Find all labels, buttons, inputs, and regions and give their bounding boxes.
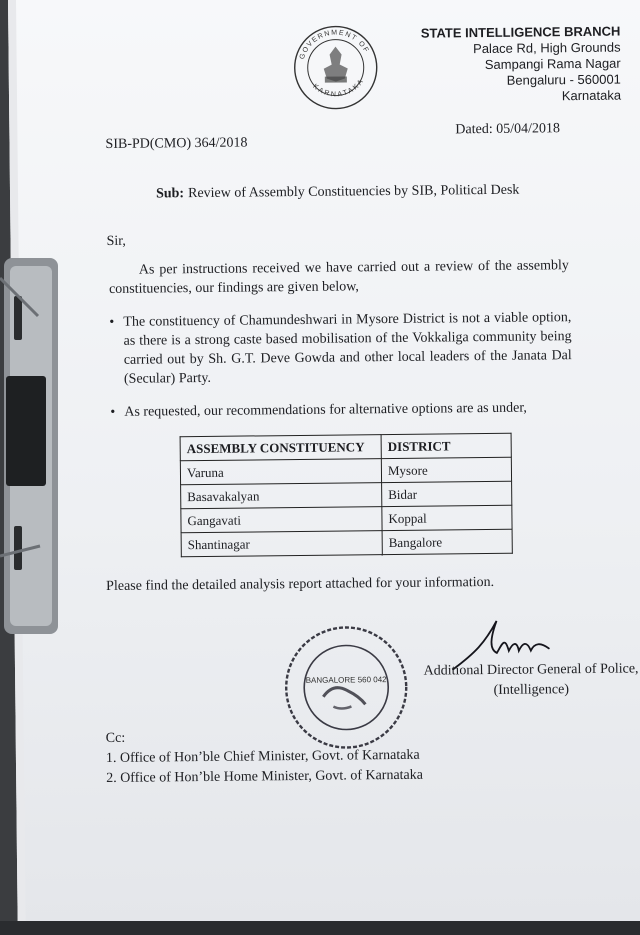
cell-district: Bidar	[382, 481, 512, 506]
cell-constituency: Varuna	[180, 459, 381, 485]
letter-page	[8, 0, 640, 935]
header-constituency: ASSEMBLY CONSTITUENCY	[180, 435, 381, 461]
constituency-table	[180, 433, 513, 557]
table-row	[180, 457, 511, 484]
letter-date: Dated: 05/04/2018	[455, 121, 561, 138]
cc-label: Cc:	[105, 730, 126, 747]
bullet-text: The constituency of Chamundeshwari in Mysore District is not a viable option, as there is a strong caste based mobilisation of the Vokkaliga community being carried out by Sh. G.T. Deve Gowda and other local leaders of the Janata Dal (Secular) Party.	[123, 310, 572, 387]
cell-district: Koppal	[382, 505, 512, 530]
table-header-row	[180, 433, 511, 460]
cc-item: 2. Office of Hon’ble Home Minister, Govt. of Karnataka	[106, 767, 424, 787]
cell-district: Bangalore	[382, 529, 512, 554]
address-line-3: Bengaluru - 560001	[506, 71, 621, 88]
svg-text:GOVERNMENT OF: GOVERNMENT OF	[298, 29, 371, 61]
cell-constituency: Basavakalyan	[181, 483, 382, 509]
address-line-2: Sampangi Rama Nagar	[484, 55, 621, 73]
cell-constituency: Gangavati	[181, 507, 382, 533]
cell-constituency: Shantinagar	[181, 531, 382, 557]
cell-district: Mysore	[381, 457, 511, 482]
intro-paragraph: As per instructions received we have carried out a review of the assembly constituencies, our findings are given below,	[108, 258, 569, 297]
header-district: DISTRICT	[381, 433, 511, 458]
binder-clip	[0, 256, 62, 636]
reference-number: SIB-PD(CMO) 364/2018	[105, 135, 248, 152]
cc-block	[106, 726, 423, 789]
bullet-text: As requested, our recommendations for alternative options are as under,	[124, 400, 527, 420]
table-row	[181, 529, 512, 556]
bullet-dot-icon: •	[110, 404, 116, 420]
subject-label: Sub:	[155, 186, 185, 202]
salutation: Sir,	[106, 233, 126, 249]
background-surface	[0, 921, 640, 935]
finding-bullet	[109, 308, 572, 389]
closing-line: Please find the detailed analysis report attached for your information.	[106, 574, 495, 595]
address-line-1: Palace Rd, High Grounds	[473, 39, 621, 57]
subject-text: Review of Assembly Constituencies by SIB, Political Desk	[187, 182, 520, 202]
recommendation-bullet	[110, 398, 572, 422]
signatory-title: Additional Director General of Police,	[423, 661, 639, 679]
letterhead-address	[421, 24, 621, 106]
bullet-dot-icon: •	[109, 314, 115, 330]
org-name: STATE INTELLIGENCE BRANCH	[420, 23, 621, 41]
stamp-text: BANGALORE 560 042	[305, 675, 387, 685]
table-row	[181, 505, 512, 532]
signatory-block	[415, 659, 640, 701]
address-line-4: Karnataka	[561, 87, 622, 104]
signatory-dept: (Intelligence)	[493, 682, 570, 698]
cc-item: 1. Office of Hon’ble Chief Minister, Govt. of Karnataka	[105, 747, 420, 767]
svg-text:KARNATAKA: KARNATAKA	[311, 77, 366, 99]
subject-line	[156, 183, 519, 203]
government-emblem-seal	[292, 24, 379, 111]
table-row	[181, 481, 512, 508]
